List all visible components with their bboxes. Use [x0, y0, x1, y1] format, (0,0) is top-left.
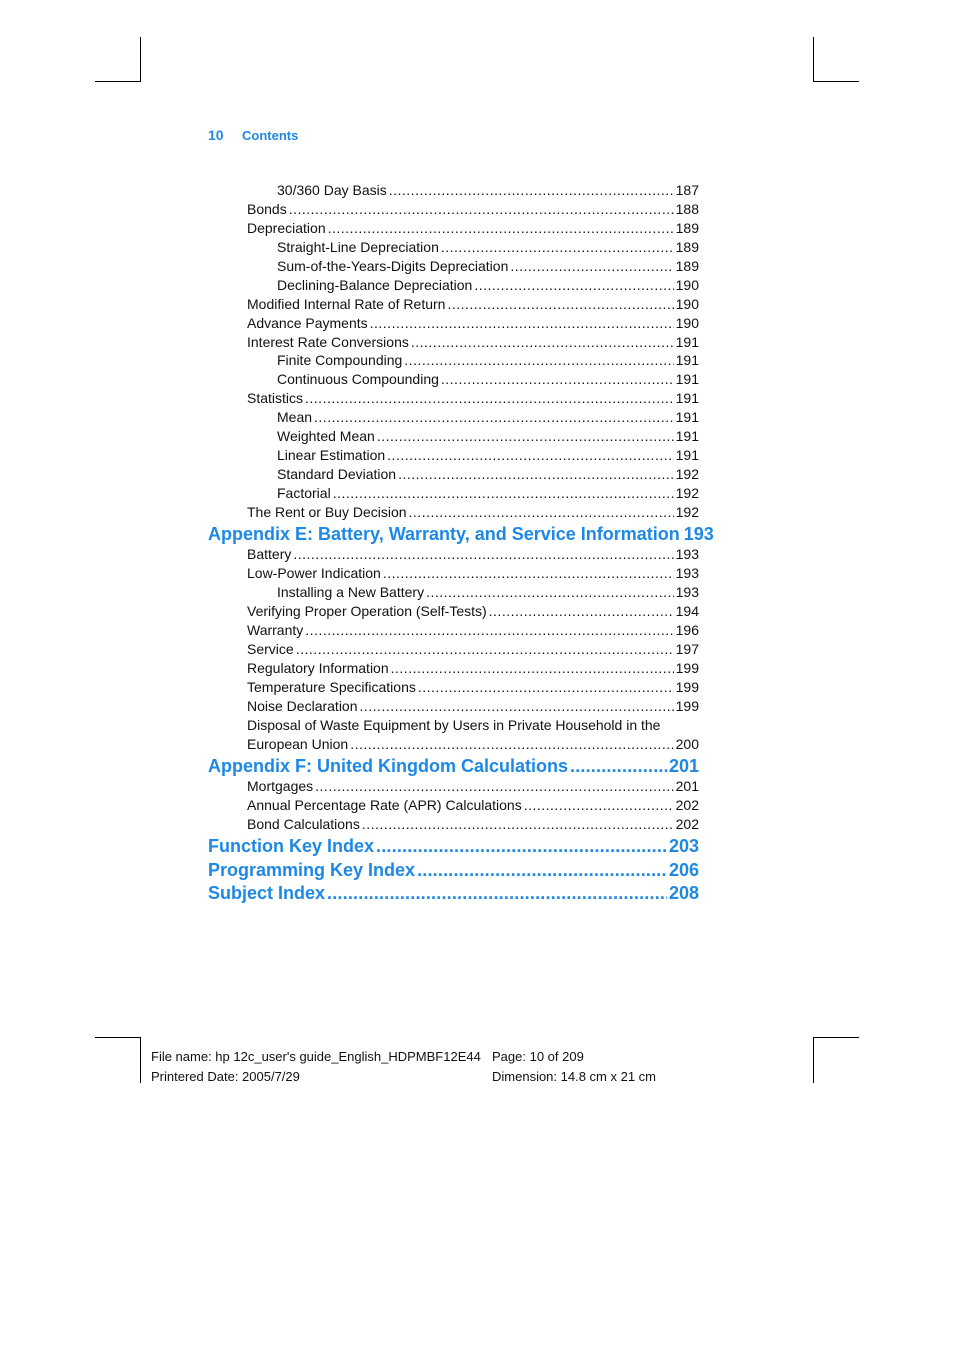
toc-entry-title: Factorial [277, 485, 331, 501]
footer-file-name: File name: hp 12c_user's guide_English_HDPMBF12E44 [151, 1049, 481, 1064]
toc-dot-leader [387, 446, 673, 465]
toc-dot-leader [524, 796, 674, 815]
toc-entry-page: 193 [683, 523, 714, 544]
toc-entry[interactable] [208, 583, 699, 602]
toc-entry-page: 201 [675, 778, 699, 795]
toc-entry[interactable] [208, 389, 699, 408]
toc-entry-page: 190 [675, 295, 699, 312]
toc-entry-page: 191 [675, 371, 699, 388]
toc-entry-title: Low-Power Indication [247, 565, 381, 582]
toc-entry[interactable] [208, 602, 699, 621]
toc-dot-leader [350, 735, 673, 754]
toc-entry-page: 192 [675, 466, 699, 483]
toc-entry-page: 196 [675, 622, 699, 639]
toc-dot-leader [389, 181, 674, 200]
toc-dot-leader [391, 659, 674, 678]
toc-entry-page: 202 [675, 816, 699, 833]
toc-dot-leader [360, 697, 674, 716]
toc-entry-title: Interest Rate Conversions [247, 333, 409, 350]
toc-entry-title: Annual Percentage Rate (APR) Calculations [247, 797, 522, 814]
crop-mark-bottom-right-horizontal [813, 1037, 859, 1038]
toc-entry[interactable] [208, 408, 699, 427]
toc-entry-title: 30/360 Day Basis [277, 182, 387, 198]
toc-chapter-entry[interactable] [208, 882, 699, 905]
toc-entry-page: 206 [668, 859, 699, 880]
toc-entry-title: Programming Key Index [208, 859, 416, 880]
toc-entry-title: Linear Estimation [277, 447, 386, 464]
toc-entry-title: Sum-of-the-Years-Digits Depreciation [277, 257, 509, 274]
toc-entry[interactable] [208, 678, 699, 697]
toc-entry-title: Function Key Index [208, 836, 375, 856]
toc-entry-title: Disposal of Waste Equipment by Users in Private Household in the [247, 716, 661, 733]
page-number: 10 [208, 127, 224, 143]
toc-entry[interactable] [208, 370, 699, 389]
toc-dot-leader [314, 408, 674, 427]
toc-chapter-entry[interactable] [208, 523, 714, 546]
crop-mark-top-right-vertical [813, 37, 814, 82]
toc-entry[interactable] [208, 484, 699, 503]
toc-entry-title: Regulatory Information [247, 660, 389, 676]
toc-entry[interactable] [208, 716, 699, 735]
toc-entry-title: Warranty [247, 622, 304, 639]
toc-dot-leader [377, 427, 674, 446]
toc-entry-page: 199 [675, 678, 699, 695]
toc-entry-title: Depreciation [247, 219, 326, 236]
footer-printed-date: Printered Date: 2005/7/29 [151, 1069, 300, 1084]
toc-entry[interactable] [208, 640, 699, 659]
footer-left [151, 1047, 481, 1087]
toc-entry-page: 193 [675, 584, 699, 601]
toc-entry[interactable] [208, 796, 699, 815]
toc-dot-leader [418, 678, 674, 697]
toc-entry-title: Appendix F: United Kingdom Calculations [208, 755, 568, 776]
page-header [208, 127, 298, 145]
toc-dot-leader [409, 503, 674, 522]
toc-entry-title: Service [247, 641, 294, 658]
table-of-contents [208, 181, 714, 905]
toc-dot-leader [570, 755, 667, 778]
toc-entry-page: 188 [675, 200, 699, 217]
toc-entry-title: Noise Declaration [247, 697, 358, 714]
crop-mark-top-right-horizontal [813, 81, 859, 82]
toc-dot-leader [370, 314, 674, 333]
toc-entry-title: The Rent or Buy Decision [247, 503, 407, 520]
toc-entry[interactable] [208, 545, 699, 564]
toc-entry-page: 191 [675, 428, 699, 445]
toc-entry-title: Standard Deviation [277, 466, 397, 483]
toc-entry-title: Statistics [247, 390, 304, 407]
toc-entry-page: 201 [668, 755, 699, 776]
toc-entry-page: 193 [675, 565, 699, 582]
toc-entry-page: 190 [675, 314, 699, 331]
toc-entry-title: Mortgages [247, 778, 314, 795]
toc-dot-leader [293, 545, 673, 564]
crop-mark-bottom-left-horizontal [95, 1037, 141, 1038]
toc-entry-page: 191 [675, 409, 699, 426]
toc-entry-title: European Union [247, 735, 349, 752]
toc-entry-title: Advance Payments [247, 314, 368, 331]
toc-entry-page: 189 [675, 238, 699, 255]
toc-entry-page: 193 [675, 546, 699, 563]
toc-entry-page: 192 [675, 503, 699, 520]
toc-entry-title: Straight-Line Depreciation [277, 238, 439, 255]
toc-dot-leader [474, 276, 673, 295]
toc-entry-page: 189 [675, 257, 699, 274]
toc-entry-page: 194 [675, 603, 699, 620]
crop-mark-bottom-right-vertical [813, 1037, 814, 1083]
toc-entry-title: Modified Internal Rate of Return [247, 295, 446, 312]
toc-entry[interactable] [208, 257, 699, 276]
toc-dot-leader [510, 257, 673, 276]
toc-entry-title: Bonds [247, 200, 287, 217]
toc-entry-page: 200 [675, 735, 699, 752]
toc-entry-page: 191 [675, 447, 699, 464]
toc-entry-title: Bond Calculations [247, 816, 360, 833]
toc-dot-leader [289, 200, 674, 219]
toc-dot-leader [305, 621, 673, 640]
crop-mark-bottom-left-vertical [140, 1037, 141, 1083]
toc-entry[interactable] [208, 503, 699, 522]
toc-entry[interactable] [208, 181, 699, 200]
toc-entry[interactable] [208, 238, 699, 257]
toc-entry[interactable] [208, 276, 699, 295]
toc-entry[interactable] [208, 659, 699, 678]
toc-dot-leader [417, 859, 667, 882]
toc-entry-page: 199 [675, 697, 699, 714]
toc-dot-leader [305, 389, 674, 408]
toc-dot-leader [489, 602, 674, 621]
toc-entry-title: Appendix E: Battery, Warranty, and Service Information [208, 523, 680, 544]
toc-entry-title: Verifying Proper Operation (Self-Tests) [247, 603, 487, 620]
section-title: Contents [242, 128, 299, 143]
toc-dot-leader [398, 465, 674, 484]
toc-dot-leader [327, 882, 667, 905]
toc-entry-page: 190 [675, 276, 699, 293]
toc-entry-title: Finite Compounding [277, 352, 403, 369]
toc-entry-page: 202 [675, 797, 699, 814]
toc-entry-title: Declining-Balance Depreciation [277, 276, 473, 293]
toc-dot-leader [296, 640, 674, 659]
toc-entry[interactable] [208, 697, 699, 716]
toc-entry-page: 191 [675, 352, 699, 369]
toc-entry-title: Weighted Mean [277, 428, 375, 445]
toc-dot-leader [383, 564, 674, 583]
toc-entry-page: 203 [668, 836, 699, 856]
toc-entry-page: 197 [675, 641, 699, 658]
toc-entry-page: 187 [675, 182, 699, 198]
toc-entry-title: Battery [247, 546, 292, 563]
toc-entry[interactable] [208, 427, 699, 446]
toc-entry[interactable] [208, 314, 699, 333]
toc-entry-title: Mean [277, 409, 313, 426]
toc-dot-leader [441, 238, 674, 257]
toc-dot-leader [411, 333, 674, 352]
toc-entry-page: 199 [675, 660, 699, 676]
toc-dot-leader [441, 370, 674, 389]
toc-entry-title: Continuous Compounding [277, 371, 439, 388]
toc-entry-title: Subject Index [208, 883, 326, 903]
toc-entry-page: 208 [668, 883, 699, 903]
toc-dot-leader [315, 777, 673, 796]
toc-entry[interactable] [208, 564, 699, 583]
crop-mark-top-left-horizontal [95, 81, 141, 82]
toc-dot-leader [376, 835, 667, 858]
toc-entry[interactable] [208, 351, 699, 370]
toc-entry[interactable] [208, 777, 699, 796]
toc-chapter-entry[interactable] [208, 835, 699, 858]
toc-entry-title: Installing a New Battery [277, 584, 425, 601]
toc-chapter-entry[interactable] [208, 755, 699, 778]
toc-entry[interactable] [208, 465, 699, 484]
footer-right [492, 1047, 656, 1087]
toc-entry-page: 189 [675, 219, 699, 236]
toc-entry-title: Temperature Specifications [247, 678, 416, 695]
toc-dot-leader [426, 583, 674, 602]
toc-dot-leader [328, 219, 674, 238]
toc-entry[interactable] [208, 621, 699, 640]
toc-entry[interactable] [208, 200, 699, 219]
footer-dimension: Dimension: 14.8 cm x 21 cm [492, 1069, 657, 1084]
toc-dot-leader [404, 351, 673, 370]
toc-chapter-entry[interactable] [208, 859, 699, 882]
toc-entry-page: 192 [675, 485, 699, 501]
toc-dot-leader [447, 295, 673, 314]
crop-mark-top-left-vertical [140, 37, 141, 82]
toc-entry[interactable] [208, 446, 699, 465]
toc-entry[interactable] [208, 815, 699, 834]
toc-entry[interactable] [208, 295, 699, 314]
toc-dot-leader [362, 815, 674, 834]
toc-entry-page: 191 [675, 390, 699, 407]
toc-entry-page: 191 [675, 333, 699, 350]
toc-entry[interactable] [208, 735, 699, 754]
toc-entry[interactable] [208, 219, 699, 238]
toc-entry[interactable] [208, 333, 699, 352]
footer-page: Page: 10 of 209 [492, 1049, 584, 1064]
toc-dot-leader [333, 484, 674, 503]
